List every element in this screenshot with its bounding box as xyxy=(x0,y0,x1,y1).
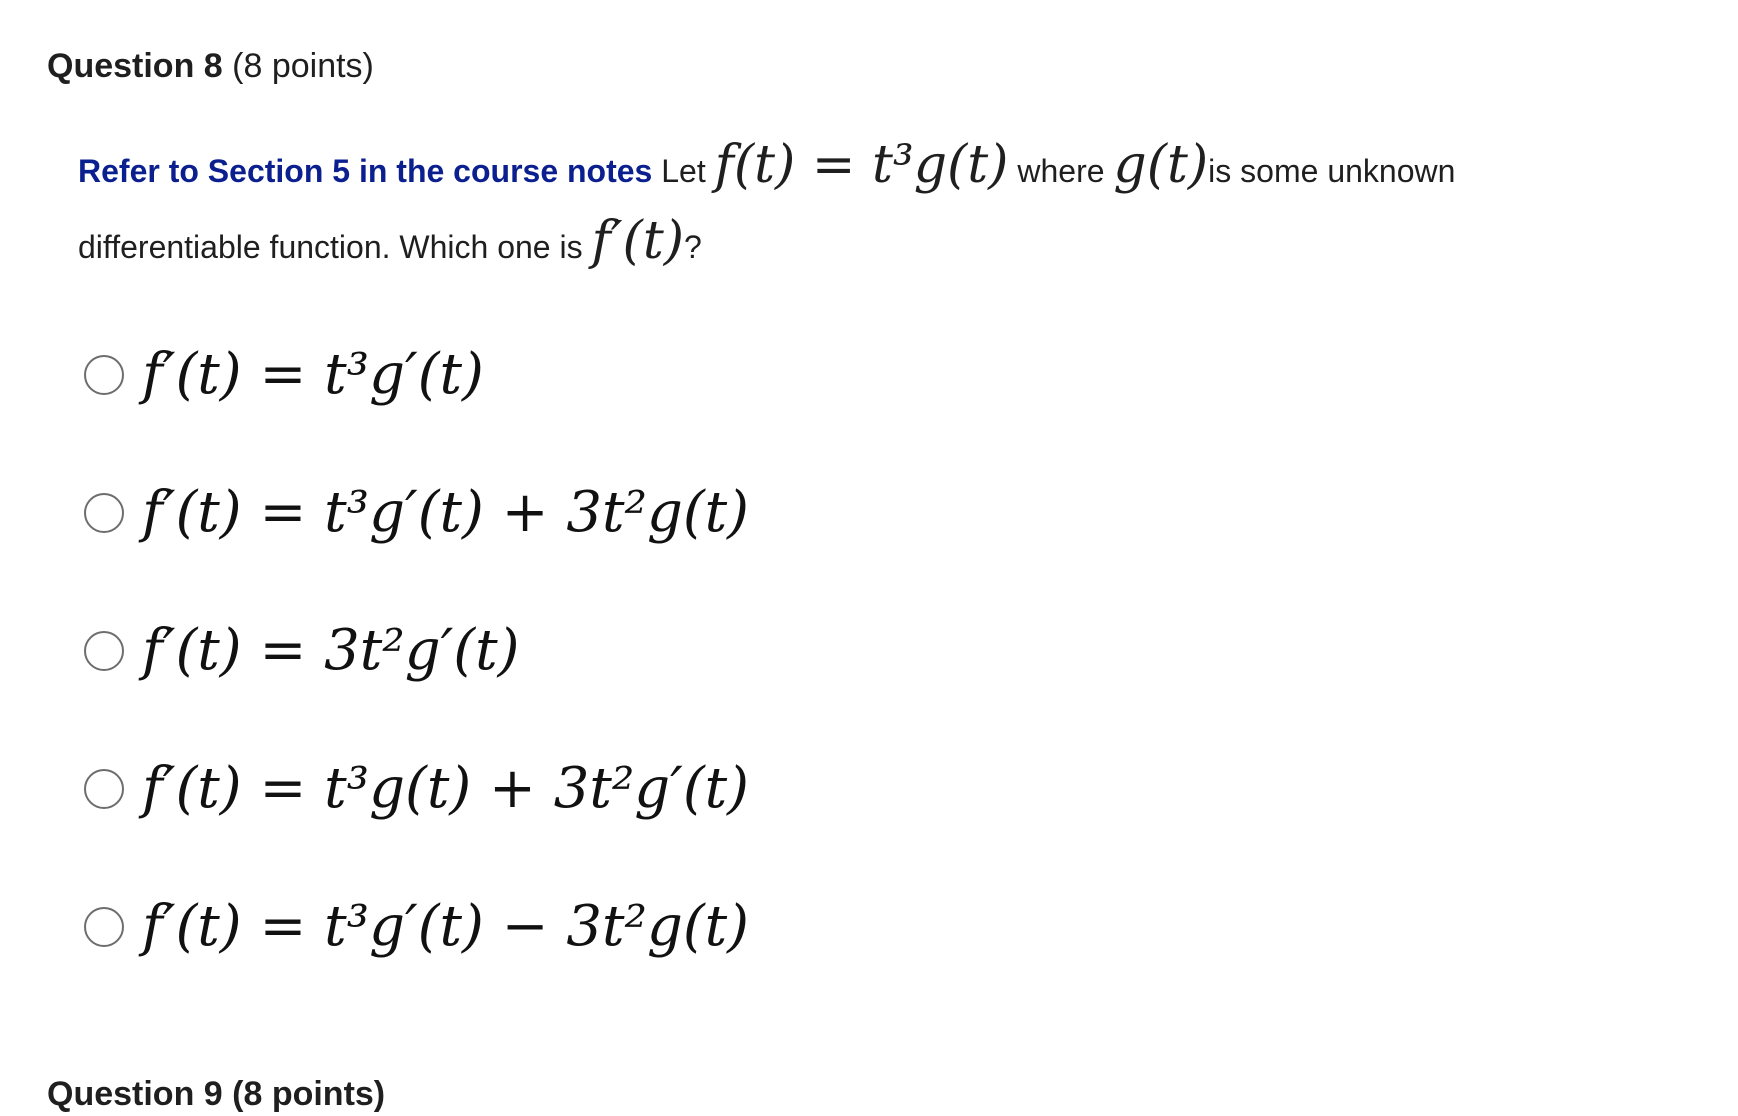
answer-option-1[interactable] xyxy=(84,335,749,473)
radio-button[interactable] xyxy=(84,769,124,809)
math-f-prime: f′(t) xyxy=(591,211,685,271)
prompt-text-where: where xyxy=(1017,153,1105,189)
radio-button[interactable] xyxy=(84,907,124,947)
question-prompt xyxy=(78,130,1638,282)
answer-option-3[interactable] xyxy=(84,611,749,749)
answer-option-4[interactable] xyxy=(84,749,749,887)
math-g: g(t) xyxy=(1113,135,1209,195)
radio-button[interactable] xyxy=(84,355,124,395)
next-question-title: Question 9 (8 points) xyxy=(47,1075,386,1113)
radio-button[interactable] xyxy=(84,631,124,671)
answer-option-label: f′(t) = 3t²g′(t) xyxy=(142,618,520,683)
answer-options xyxy=(84,335,749,1025)
radio-button[interactable] xyxy=(84,493,124,533)
question-points: (8 points) xyxy=(232,47,374,85)
math-f-definition: f(t) = t³g(t) xyxy=(714,135,1009,195)
answer-option-label: f′(t) = t³g′(t) + 3t²g(t) xyxy=(142,480,750,545)
prompt-text-is-some: is some unknown differentiable function. Which one is xyxy=(78,153,1456,265)
answer-option-label: f′(t) = t³g′(t) xyxy=(142,342,484,407)
answer-option-label: f′(t) = t³g′(t) − 3t²g(t) xyxy=(142,894,750,959)
answer-option-5[interactable] xyxy=(84,887,749,1025)
prompt-text-let: Let xyxy=(661,153,706,189)
answer-option-2[interactable] xyxy=(84,473,749,611)
course-notes-link[interactable]: Refer to Section 5 in the course notes xyxy=(78,153,653,189)
question-title: Question 8 xyxy=(47,47,223,85)
question-header xyxy=(47,44,374,88)
prompt-question-mark: ? xyxy=(684,229,702,265)
answer-option-label: f′(t) = t³g(t) + 3t²g′(t) xyxy=(142,756,750,821)
